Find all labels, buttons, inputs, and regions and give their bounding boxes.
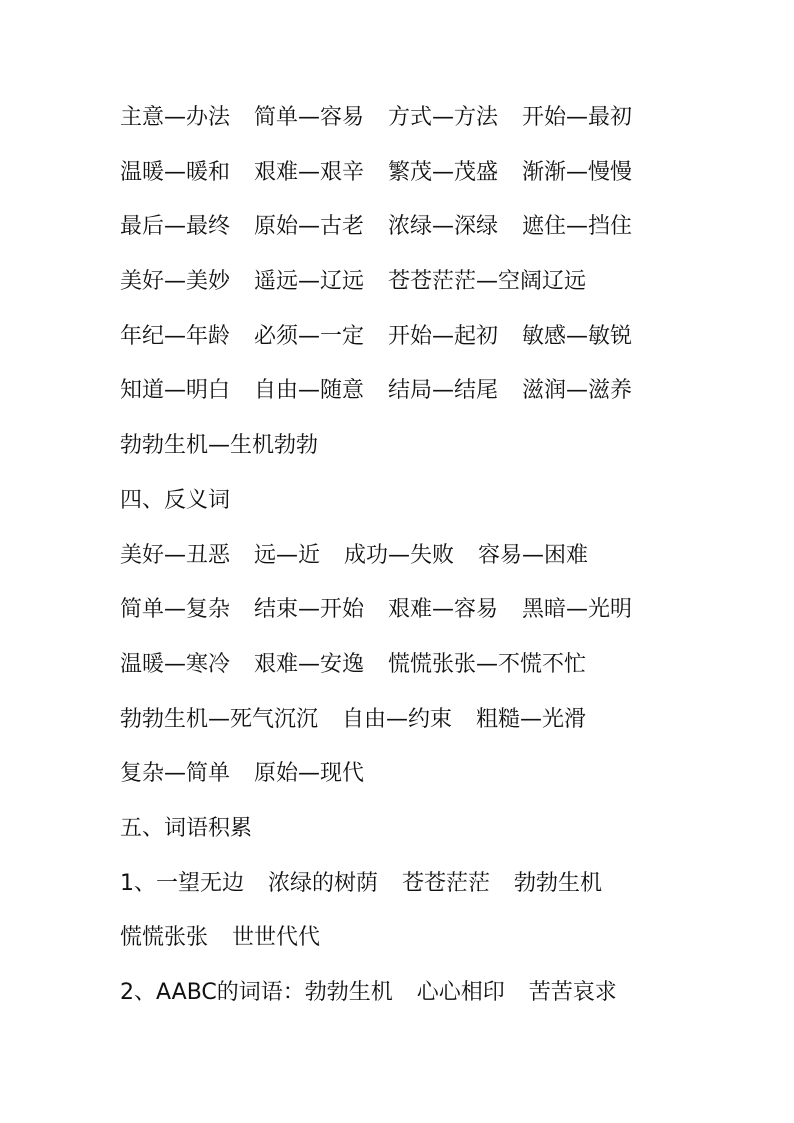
antonym-line-4 [120,698,760,753]
synonym-line-6 [120,369,760,424]
word-pair: 自由—约束 [342,706,453,732]
word-pair: 温暖—暖和 [120,159,231,185]
word-pair: 苍苍茫茫—空阔辽远 [388,269,587,295]
word-pair: 渐渐—慢慢 [522,159,633,185]
word-pair: 遥远—辽远 [254,269,365,295]
vocabulary-item: 慌慌张张 [120,925,209,951]
vocabulary-item: 心心相印 [416,980,505,1005]
section-heading-antonyms [120,479,760,534]
word-pair: 勃勃生机—生机勃勃 [120,433,319,459]
word-pair: 自由—随意 [254,378,365,404]
word-pair: 黑暗—光明 [522,597,633,623]
vocabulary-item: 勃勃生机 [514,870,603,896]
synonym-line-5 [120,315,760,370]
word-pair: 勃勃生机—死气沉沉 [120,706,319,732]
synonym-line-3 [120,205,760,260]
vocabulary-item: 1、一望无边 [120,870,244,896]
word-pair: 美好—美妙 [120,269,231,295]
word-pair: 繁茂—茂盛 [388,159,499,185]
vocabulary-item: 世世代代 [232,925,321,951]
word-pair: 简单—容易 [254,105,365,130]
word-pair: 必须—一定 [254,323,365,349]
vocabulary-line-1 [120,862,760,917]
word-pair: 美好—丑恶 [120,542,231,568]
antonym-line-5 [120,752,760,807]
word-pair: 知道—明白 [120,378,231,404]
word-pair: 容易—困难 [478,542,589,568]
word-pair: 敏感—敏锐 [522,323,633,349]
synonym-line-7 [120,424,760,479]
word-pair: 远—近 [254,542,321,568]
word-pair: 艰难—容易 [388,597,499,623]
synonym-line-2 [120,151,760,206]
word-pair: 方式—方法 [388,105,499,130]
word-pair: 粗糙—光滑 [476,706,587,732]
section-title: 四、反义词 [120,487,231,513]
vocabulary-item: 苍苍茫茫 [402,870,491,896]
word-pair: 主意—办法 [120,105,231,130]
antonym-line-3 [120,643,760,698]
vocabulary-line-3 [120,971,760,1026]
word-pair: 艰难—艰辛 [254,159,365,185]
word-pair: 温暖—寒冷 [120,651,231,677]
word-pair: 艰难—安逸 [254,651,365,677]
antonym-line-1 [120,534,760,589]
word-pair: 滋润—滋养 [522,378,633,404]
word-pair: 复杂—简单 [120,761,231,787]
word-pair: 结局—结尾 [388,378,499,404]
synonym-line-4 [120,260,760,315]
antonym-line-2 [120,588,760,643]
word-pair: 开始—最初 [522,105,633,130]
word-pair: 成功—失败 [344,542,455,568]
document-body [120,96,760,1026]
word-pair: 浓绿—深绿 [388,214,499,240]
word-pair: 年纪—年龄 [120,323,231,349]
word-pair: 开始—起初 [388,323,499,349]
word-pair: 遮住—挡住 [522,214,633,240]
vocabulary-line-2 [120,916,760,971]
vocabulary-item: 2、AABC的词语：勃勃生机 [120,980,393,1005]
word-pair: 简单—复杂 [120,597,231,623]
word-pair: 原始—古老 [254,214,365,240]
word-pair: 最后—最终 [120,214,231,240]
section-heading-vocabulary [120,807,760,862]
vocabulary-item: 苦苦哀求 [528,980,617,1005]
synonym-line-1 [120,96,760,151]
word-pair: 原始—现代 [254,761,365,787]
vocabulary-item: 浓绿的树荫 [268,870,379,896]
word-pair: 慌慌张张—不慌不忙 [388,651,587,677]
section-title: 五、词语积累 [120,815,253,841]
word-pair: 结束—开始 [254,597,365,623]
